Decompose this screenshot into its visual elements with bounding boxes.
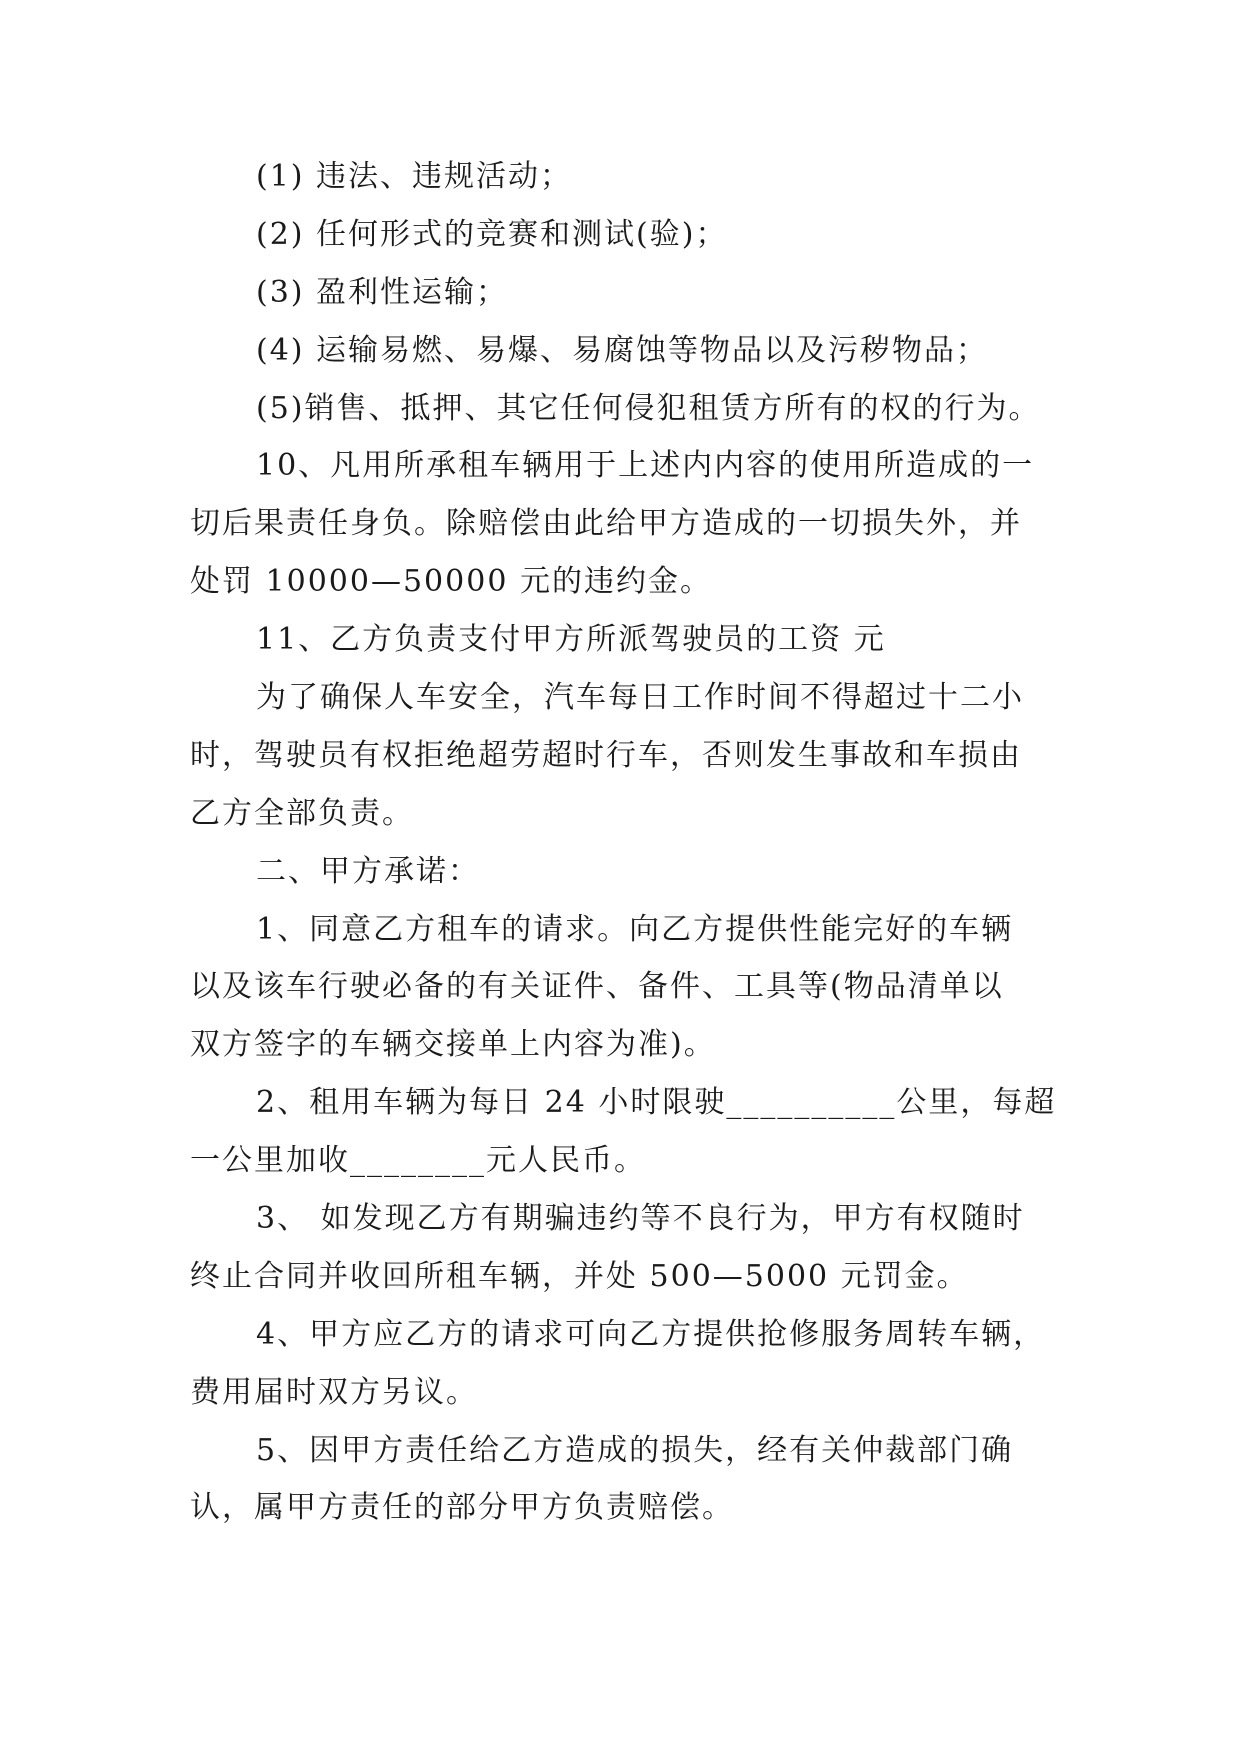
clause-line: (2) 任何形式的竞赛和测试(验)； xyxy=(256,216,728,252)
clause-line: 为了确保人车安全，汽车每日工作时间不得超过十二小 xyxy=(256,680,1024,716)
clause-line: (5)销售、抵押、其它任何侵犯租赁方所有的权的行为。 xyxy=(256,390,1041,426)
clause-line: 11、乙方负责支付甲方所派驾驶员的工资 元 xyxy=(256,622,886,658)
clause-line: 乙方全部负责。 xyxy=(190,795,414,831)
clause-line: 2、租用车辆为每日 24 小时限驶__________公里，每超 xyxy=(256,1085,1057,1121)
clause-line: (1) 违法、违规活动； xyxy=(256,159,573,194)
document-page xyxy=(190,148,1057,1537)
clause-line: 双方签字的车辆交接单上内容为准)。 xyxy=(190,1027,716,1063)
clause-line: (4) 运输易燃、易爆、易腐蚀等物品以及污秽物品； xyxy=(256,332,989,368)
clause-line: 处罚 10000—50000 元的违约金。 xyxy=(190,564,712,600)
clause-line: 费用届时双方另议。 xyxy=(190,1374,478,1410)
clause-line: 终止合同并收回所租车辆，并处 500—5000 元罚金。 xyxy=(190,1258,969,1294)
clause-line: 时，驾驶员有权拒绝超劳超时行车，否则发生事故和车损由 xyxy=(190,737,1022,773)
section-heading: 二、甲方承诺： xyxy=(256,853,480,889)
clause-line: 切后果责任身负。除赔偿由此给甲方造成的一切损失外，并 xyxy=(190,506,1022,542)
clause-line: 认，属甲方责任的部分甲方负责赔偿。 xyxy=(190,1490,734,1526)
clause-line: 3、 如发现乙方有期骗违约等不良行为，甲方有权随时 xyxy=(256,1201,1025,1237)
clause-line: (3) 盈利性运输； xyxy=(256,274,509,310)
clause-line: 4、甲方应乙方的请求可向乙方提供抢修服务周转车辆， xyxy=(256,1316,1046,1352)
clause-line: 10、凡用所承租车辆用于上述内内容的使用所造成的一 xyxy=(256,448,1035,484)
clause-line: 5、因甲方责任给乙方造成的损失，经有关仲裁部门确 xyxy=(256,1432,1014,1468)
clause-line: 以及该车行驶必备的有关证件、备件、工具等(物品清单以 xyxy=(190,969,1004,1005)
clause-line: 1、同意乙方租车的请求。向乙方提供性能完好的车辆 xyxy=(256,911,1014,947)
clause-line: 一公里加收________元人民币。 xyxy=(190,1143,646,1179)
